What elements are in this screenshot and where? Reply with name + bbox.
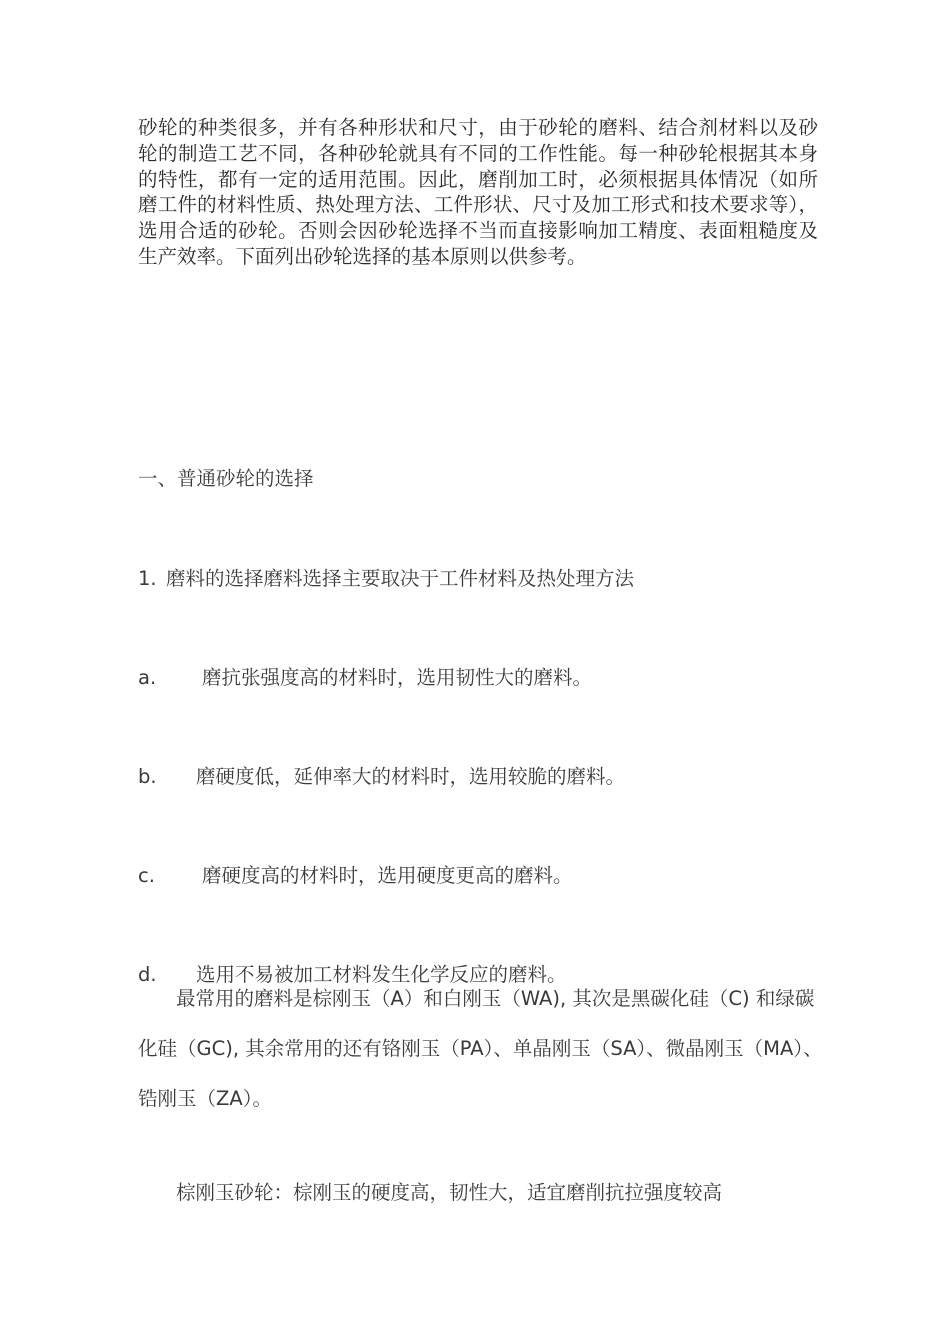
list-marker: c. bbox=[138, 864, 155, 887]
list-marker: a. bbox=[138, 666, 157, 689]
list-item-text: 磨硬度高的材料时，选用硬度更高的磨料。 bbox=[202, 864, 573, 887]
abrasives-paragraph: 最常用的磨料是棕刚玉（A）和白刚玉（WA), 其次是黑碳化硅（C) 和绿碳化硅（GC), 其余常用的还有铬刚玉（PA）、单晶刚玉（SA）、微晶刚玉（MA）、锆刚玉（ZA）。 bbox=[138, 987, 823, 1110]
brown-corundum-paragraph: 棕刚玉砂轮：棕刚玉的硬度高，韧性大，适宜磨削抗拉强度较高 bbox=[176, 1181, 723, 1204]
subsection-heading bbox=[138, 563, 634, 591]
list-marker: d. bbox=[138, 963, 157, 986]
list-item-text: 磨硬度低，延伸率大的材料时，选用较脆的磨料。 bbox=[196, 765, 626, 788]
list-item-a bbox=[138, 662, 592, 690]
list-item-text: 选用不易被加工材料发生化学反应的磨料。 bbox=[196, 963, 567, 986]
list-item-b bbox=[138, 761, 625, 789]
list-marker: b. bbox=[138, 765, 157, 788]
intro-paragraph: 砂轮的种类很多，并有各种形状和尺寸，由于砂轮的磨料、结合剂材料以及砂轮的制造工艺不同，各种砂轮就具有不同的工作性能。每一种砂轮根据其本身的特性，都有一定的适用范围。因此，磨削加工时，必须根据具体情况（如所磨工件的材料性质、热处理方法、工件形状、尺寸及加工形式和技术要求等），选用合适的砂轮。否则会因砂轮选择不当而直接影响加工精度、表面粗糙度及生产效率。下面列出砂轮选择的基本原则以供参考。 bbox=[138, 116, 818, 268]
section-heading bbox=[138, 463, 314, 491]
section-heading-text: 一、普通砂轮的选择 bbox=[138, 467, 314, 490]
subsection-text: 磨料的选择磨料选择主要取决于工件材料及热处理方法 bbox=[166, 567, 635, 590]
list-item-text: 磨抗张强度高的材料时，选用韧性大的磨料。 bbox=[202, 666, 593, 689]
list-item-c bbox=[138, 860, 573, 888]
subsection-number: 1. bbox=[138, 567, 157, 590]
